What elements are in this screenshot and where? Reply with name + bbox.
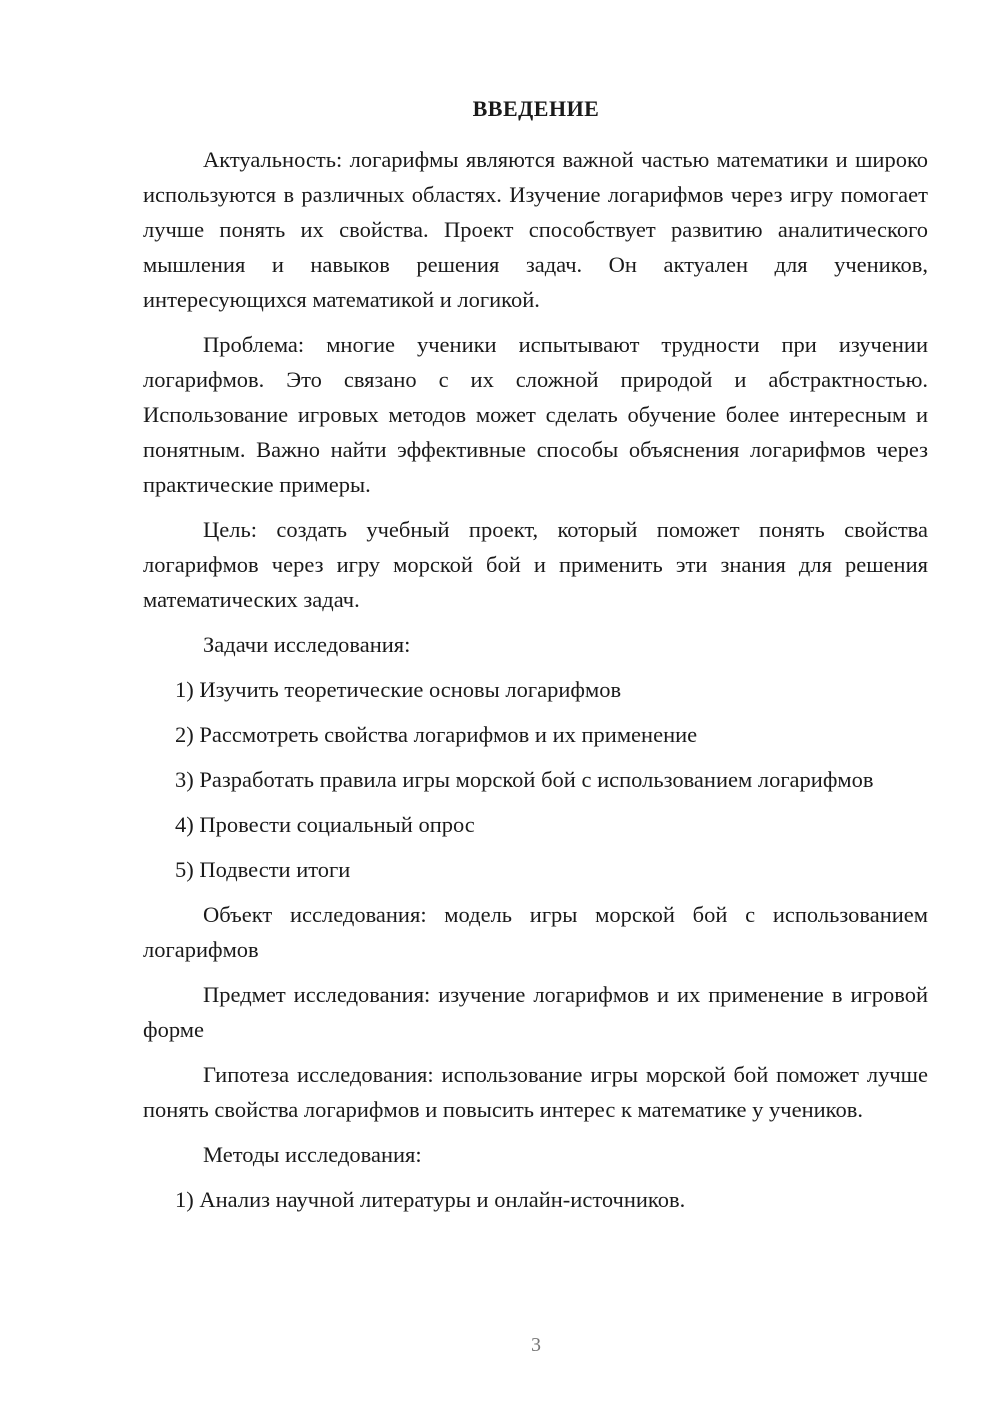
- page-number: 3: [531, 1334, 541, 1356]
- task-item: 4) Провести социальный опрос: [175, 812, 475, 837]
- task-item: 1) Изучить теоретические основы логарифмов: [175, 677, 622, 702]
- paragraph-goal: Цель: создать учебный проект, который поможет понять свойства логарифмов через игру морской бой и применить эти знания для решения математических задач.: [143, 517, 928, 612]
- paragraph-object: Объект исследования: модель игры морской бой с использованием логарифмов: [143, 902, 928, 962]
- section-title: ВВЕДЕНИЕ: [472, 96, 600, 121]
- task-item: 3) Разработать правила игры морской бой с использованием логарифмов: [175, 767, 874, 792]
- method-item: 1) Анализ научной литературы и онлайн-источников.: [175, 1187, 686, 1212]
- paragraph-hypothesis: Гипотеза исследования: использование игры морской бой поможет лучше понять свойства логарифмов и повысить интерес к математике у учеников.: [143, 1062, 928, 1122]
- methods-heading: Методы исследования:: [203, 1142, 422, 1167]
- body-text: [143, 142, 928, 1227]
- task-item: 5) Подвести итоги: [175, 857, 351, 882]
- paragraph-relevance: Актуальность: логарифмы являются важной частью математики и широко используются в различных областях. Изучение логарифмов через игру помогает лучше понять их свойства. Проект способствует развитию аналитического мышления и навыков решения задач. Он актуален для учеников, интересующихся математикой и логикой.: [143, 147, 928, 312]
- paragraph-problem: Проблема: многие ученики испытывают трудности при изучении логарифмов. Это связано с их сложной природой и абстрактностью. Использование игровых методов может сделать обучение более интересным и понятным. Важно найти эффективные способы объяснения логарифмов через практические примеры.: [143, 332, 928, 497]
- task-item: 2) Рассмотреть свойства логарифмов и их применение: [175, 722, 698, 747]
- paragraph-subject: Предмет исследования: изучение логарифмов и их применение в игровой форме: [143, 982, 928, 1042]
- tasks-heading: Задачи исследования:: [203, 632, 411, 657]
